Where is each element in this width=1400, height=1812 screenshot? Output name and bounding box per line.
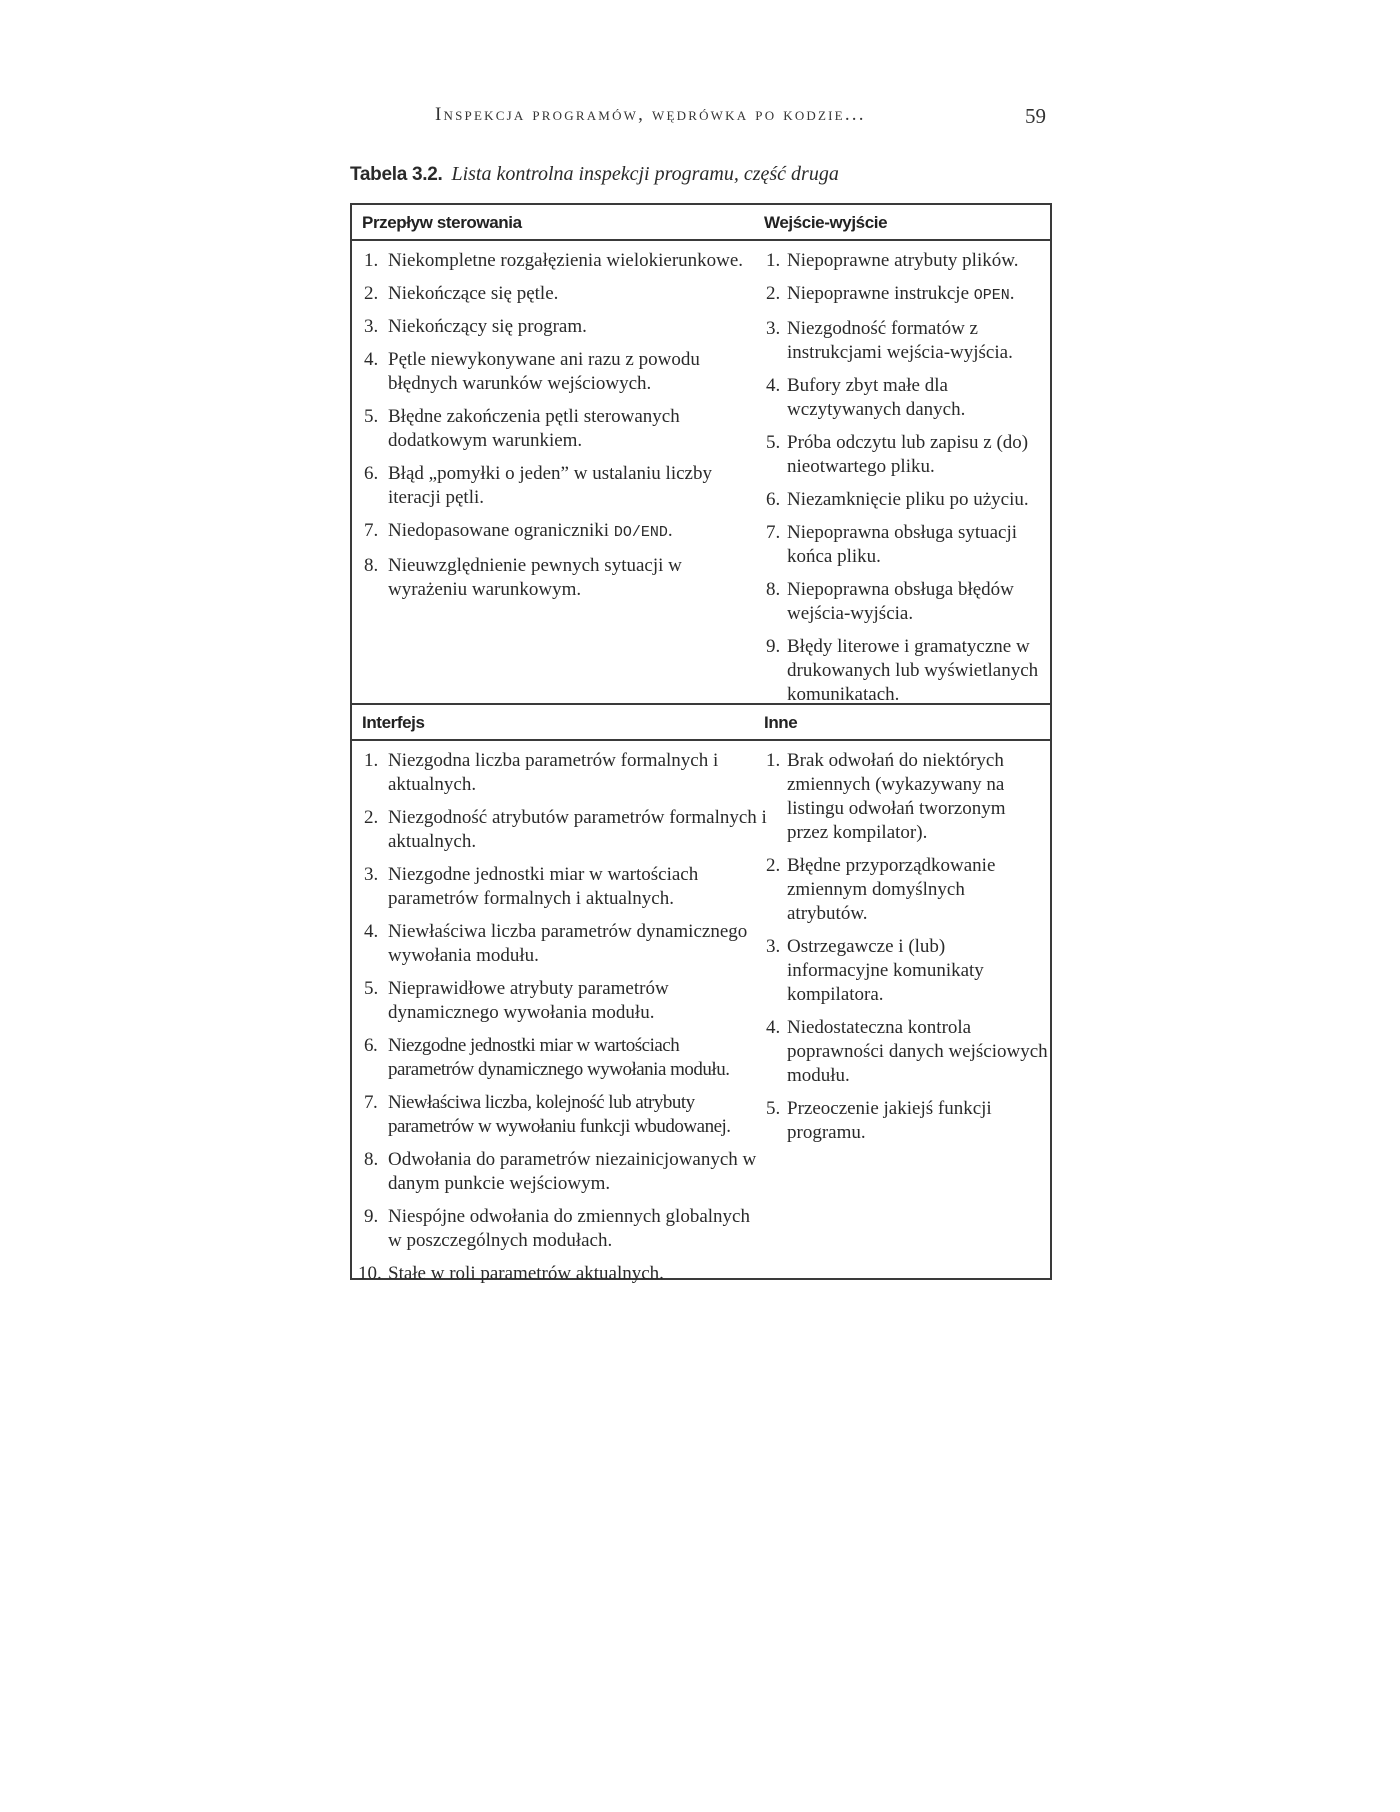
section-header-row [352, 205, 1050, 241]
list-item: 7. Niewłaściwa liczba, kolejność lub atrybuty parametrów w wywołaniu funkcji wbudowanej. [364, 1092, 731, 1137]
heading-control-flow: Przepływ sterowania [362, 213, 522, 232]
heading-input-output: Wejście-wyjście [764, 213, 888, 232]
heading-other: Inne [764, 713, 798, 732]
list-item: 7. Niepoprawna obsługa sytuacji końca pliku. [766, 522, 1018, 567]
list-item: 10. Stałe w roli parametrów aktualnych. [358, 1263, 664, 1284]
list-item: 4. Niewłaściwa liczba parametrów dynamicznego wywołania modułu. [364, 921, 748, 966]
control-flow-list [364, 249, 764, 602]
list-item: 1. Niekompletne rozgałęzienia wielokierunkowe. [364, 250, 744, 271]
list-item: 3. Niezgodność formatów z instrukcjami wejścia-wyjścia. [766, 318, 1013, 363]
list-item: 9. Błędy literowe i gramatyczne w drukowanych lub wyświetlanych komunikatach. [766, 636, 1039, 705]
list-item: 8. Niepoprawna obsługa błędów wejścia-wyjścia. [766, 579, 1014, 624]
list-item: 8. Nieuwzględnienie pewnych sytuacji w wyrażeniu warunkowym. [364, 555, 682, 600]
interface-list [360, 749, 768, 1286]
list-item: 9. Niespójne odwołania do zmiennych globalnych w poszczególnych modułach. [364, 1206, 750, 1251]
page-number: 59 [1025, 104, 1046, 128]
running-header [350, 104, 1050, 134]
running-header-title: Inspekcja programów, wędrówka po kodzie... [435, 104, 866, 125]
list-item: 2. Błędne przyporządkowanie zmiennym domyślnych atrybutów. [766, 855, 996, 924]
list-item: 5. Próba odczytu lub zapisu z (do) nieotwartego pliku. [766, 432, 1029, 477]
list-item: 3. Ostrzegawcze i (lub) informacyjne komunikaty kompilatora. [766, 936, 984, 1005]
list-item: 2. Niekończące się pętle. [364, 283, 559, 304]
list-item: 2. Niezgodność atrybutów parametrów formalnych i aktualnych. [364, 807, 767, 852]
checklist-table [350, 203, 1052, 1284]
table-caption-text: Lista kontrolna inspekcji programu, część druga [451, 163, 839, 185]
code-open: OPEN [973, 287, 1010, 304]
table-caption-label: Tabela 3.2. [350, 164, 443, 185]
list-item: 6. Niezgodne jednostki miar w wartościach parametrów dynamicznego wywołania modułu. [364, 1035, 730, 1080]
list-item: 1. Brak odwołań do niektórych zmiennych (wykazywany na listingu odwołań tworzonym przez kompilator). [766, 750, 1006, 843]
list-item: 6. Błąd „pomyłki o jeden” w ustalaniu liczby iteracji pętli. [364, 463, 712, 508]
list-item: 1. Niepoprawne atrybuty plików. [766, 250, 1019, 271]
input-output-list [766, 249, 1048, 707]
list-item: 3. Niekończący się program. [364, 316, 587, 337]
list-item: 4. Niedostateczna kontrola poprawności danych wejściowych modułu. [766, 1017, 1048, 1086]
list-item: 1. Niezgodna liczba parametrów formalnych i aktualnych. [364, 750, 719, 795]
list-item: 5. Przeoczenie jakiejś funkcji programu. [766, 1098, 992, 1143]
list-item: 4. Bufory zbyt małe dla wczytywanych danych. [766, 375, 966, 420]
list-item: 4. Pętle niewykonywane ani razu z powodu błędnych warunków wejściowych. [364, 349, 700, 394]
list-item: 2. Niepoprawne instrukcje OPEN. [766, 283, 1015, 304]
list-item: 8. Odwołania do parametrów niezainicjowanych w danym punkcie wejściowym. [364, 1149, 757, 1194]
list-item: 3. Niezgodne jednostki miar w wartościach parametrów formalnych i aktualnych. [364, 864, 699, 909]
code-do-end: DO/END [613, 524, 668, 541]
other-list [766, 749, 1048, 1145]
section-header-row [352, 703, 1050, 741]
list-item: 6. Niezamknięcie pliku po użyciu. [766, 489, 1029, 510]
list-item: 5. Nieprawidłowe atrybuty parametrów dynamicznego wywołania modułu. [364, 978, 669, 1023]
table-caption [350, 163, 839, 186]
heading-interface: Interfejs [362, 713, 425, 732]
list-item: 7. Niedopasowane ograniczniki DO/END. [364, 520, 673, 541]
list-item: 5. Błędne zakończenia pętli sterowanych dodatkowym warunkiem. [364, 406, 680, 451]
